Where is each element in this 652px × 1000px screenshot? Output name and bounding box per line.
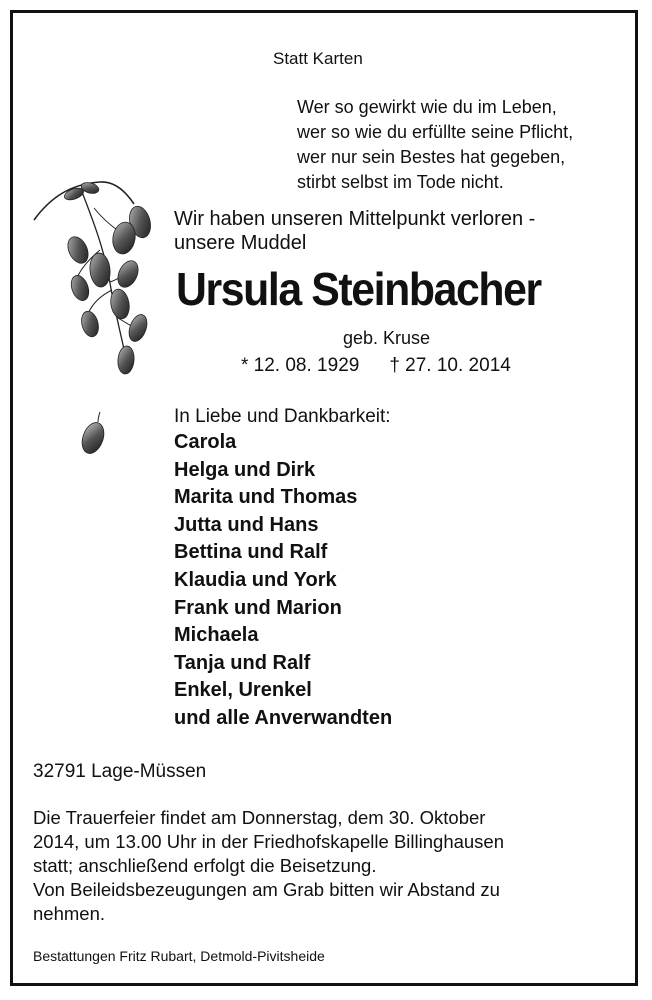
poem-line: wer so wie du erfüllte seine Pflicht, <box>297 122 574 142</box>
notice-line: statt; anschließend erfolgt die Beisetzung. <box>33 855 377 876</box>
life-dates <box>241 355 511 377</box>
birth-date: * 12. 08. 1929 <box>241 355 360 376</box>
poem-line: wer nur sein Bestes hat gegeben, <box>297 147 566 167</box>
notice-line: Von Beileidsbezeugungen am Grab bitten wir Abstand zu <box>33 879 500 900</box>
falling-leaf-icon <box>76 410 110 456</box>
undertaker: Bestattungen Fritz Rubart, Detmold-Pivitsheide <box>33 948 325 964</box>
family-list <box>174 429 392 733</box>
location: 32791 Lage-Müssen <box>33 761 207 782</box>
poem-line: stirbt selbst im Tode nicht. <box>297 172 504 192</box>
birth-name: geb. Kruse <box>343 328 431 348</box>
poem-line: Wer so gewirkt wie du im Leben, <box>297 97 557 117</box>
list-item: Bettina und Ralf <box>174 541 328 564</box>
list-item: Frank und Marion <box>174 596 342 619</box>
list-item: Helga und Dirk <box>174 458 316 481</box>
list-item: Enkel, Urenkel <box>174 679 312 702</box>
notice-line: nehmen. <box>33 903 105 924</box>
statt-karten-label: Statt Karten <box>273 49 363 68</box>
birch-branch-icon <box>30 178 160 383</box>
family-section <box>174 405 392 733</box>
list-item: Michaela <box>174 624 259 647</box>
list-item: Jutta und Hans <box>174 513 319 536</box>
notice-line: Die Trauerfeier findet am Donnerstag, dem 30. Oktober <box>33 807 486 828</box>
list-item: Marita und Thomas <box>174 486 358 509</box>
intro-text <box>174 207 535 255</box>
deceased-name: Ursula Steinbacher <box>176 263 541 315</box>
list-item: und alle Anverwandten <box>174 706 393 729</box>
poem <box>297 95 573 195</box>
list-item: Klaudia und York <box>174 568 337 591</box>
intro-line: Wir haben unseren Mittelpunkt verloren - <box>174 208 536 230</box>
list-item: Tanja und Ralf <box>174 651 311 674</box>
funeral-notice <box>33 806 623 926</box>
death-date: † 27. 10. 2014 <box>389 355 511 376</box>
notice-line: 2014, um 13.00 Uhr in der Friedhofskapelle Billinghausen <box>33 831 505 852</box>
intro-line: unsere Muddel <box>174 232 307 254</box>
list-item: Carola <box>174 431 237 453</box>
family-lead: In Liebe und Dankbarkeit: <box>174 406 391 427</box>
